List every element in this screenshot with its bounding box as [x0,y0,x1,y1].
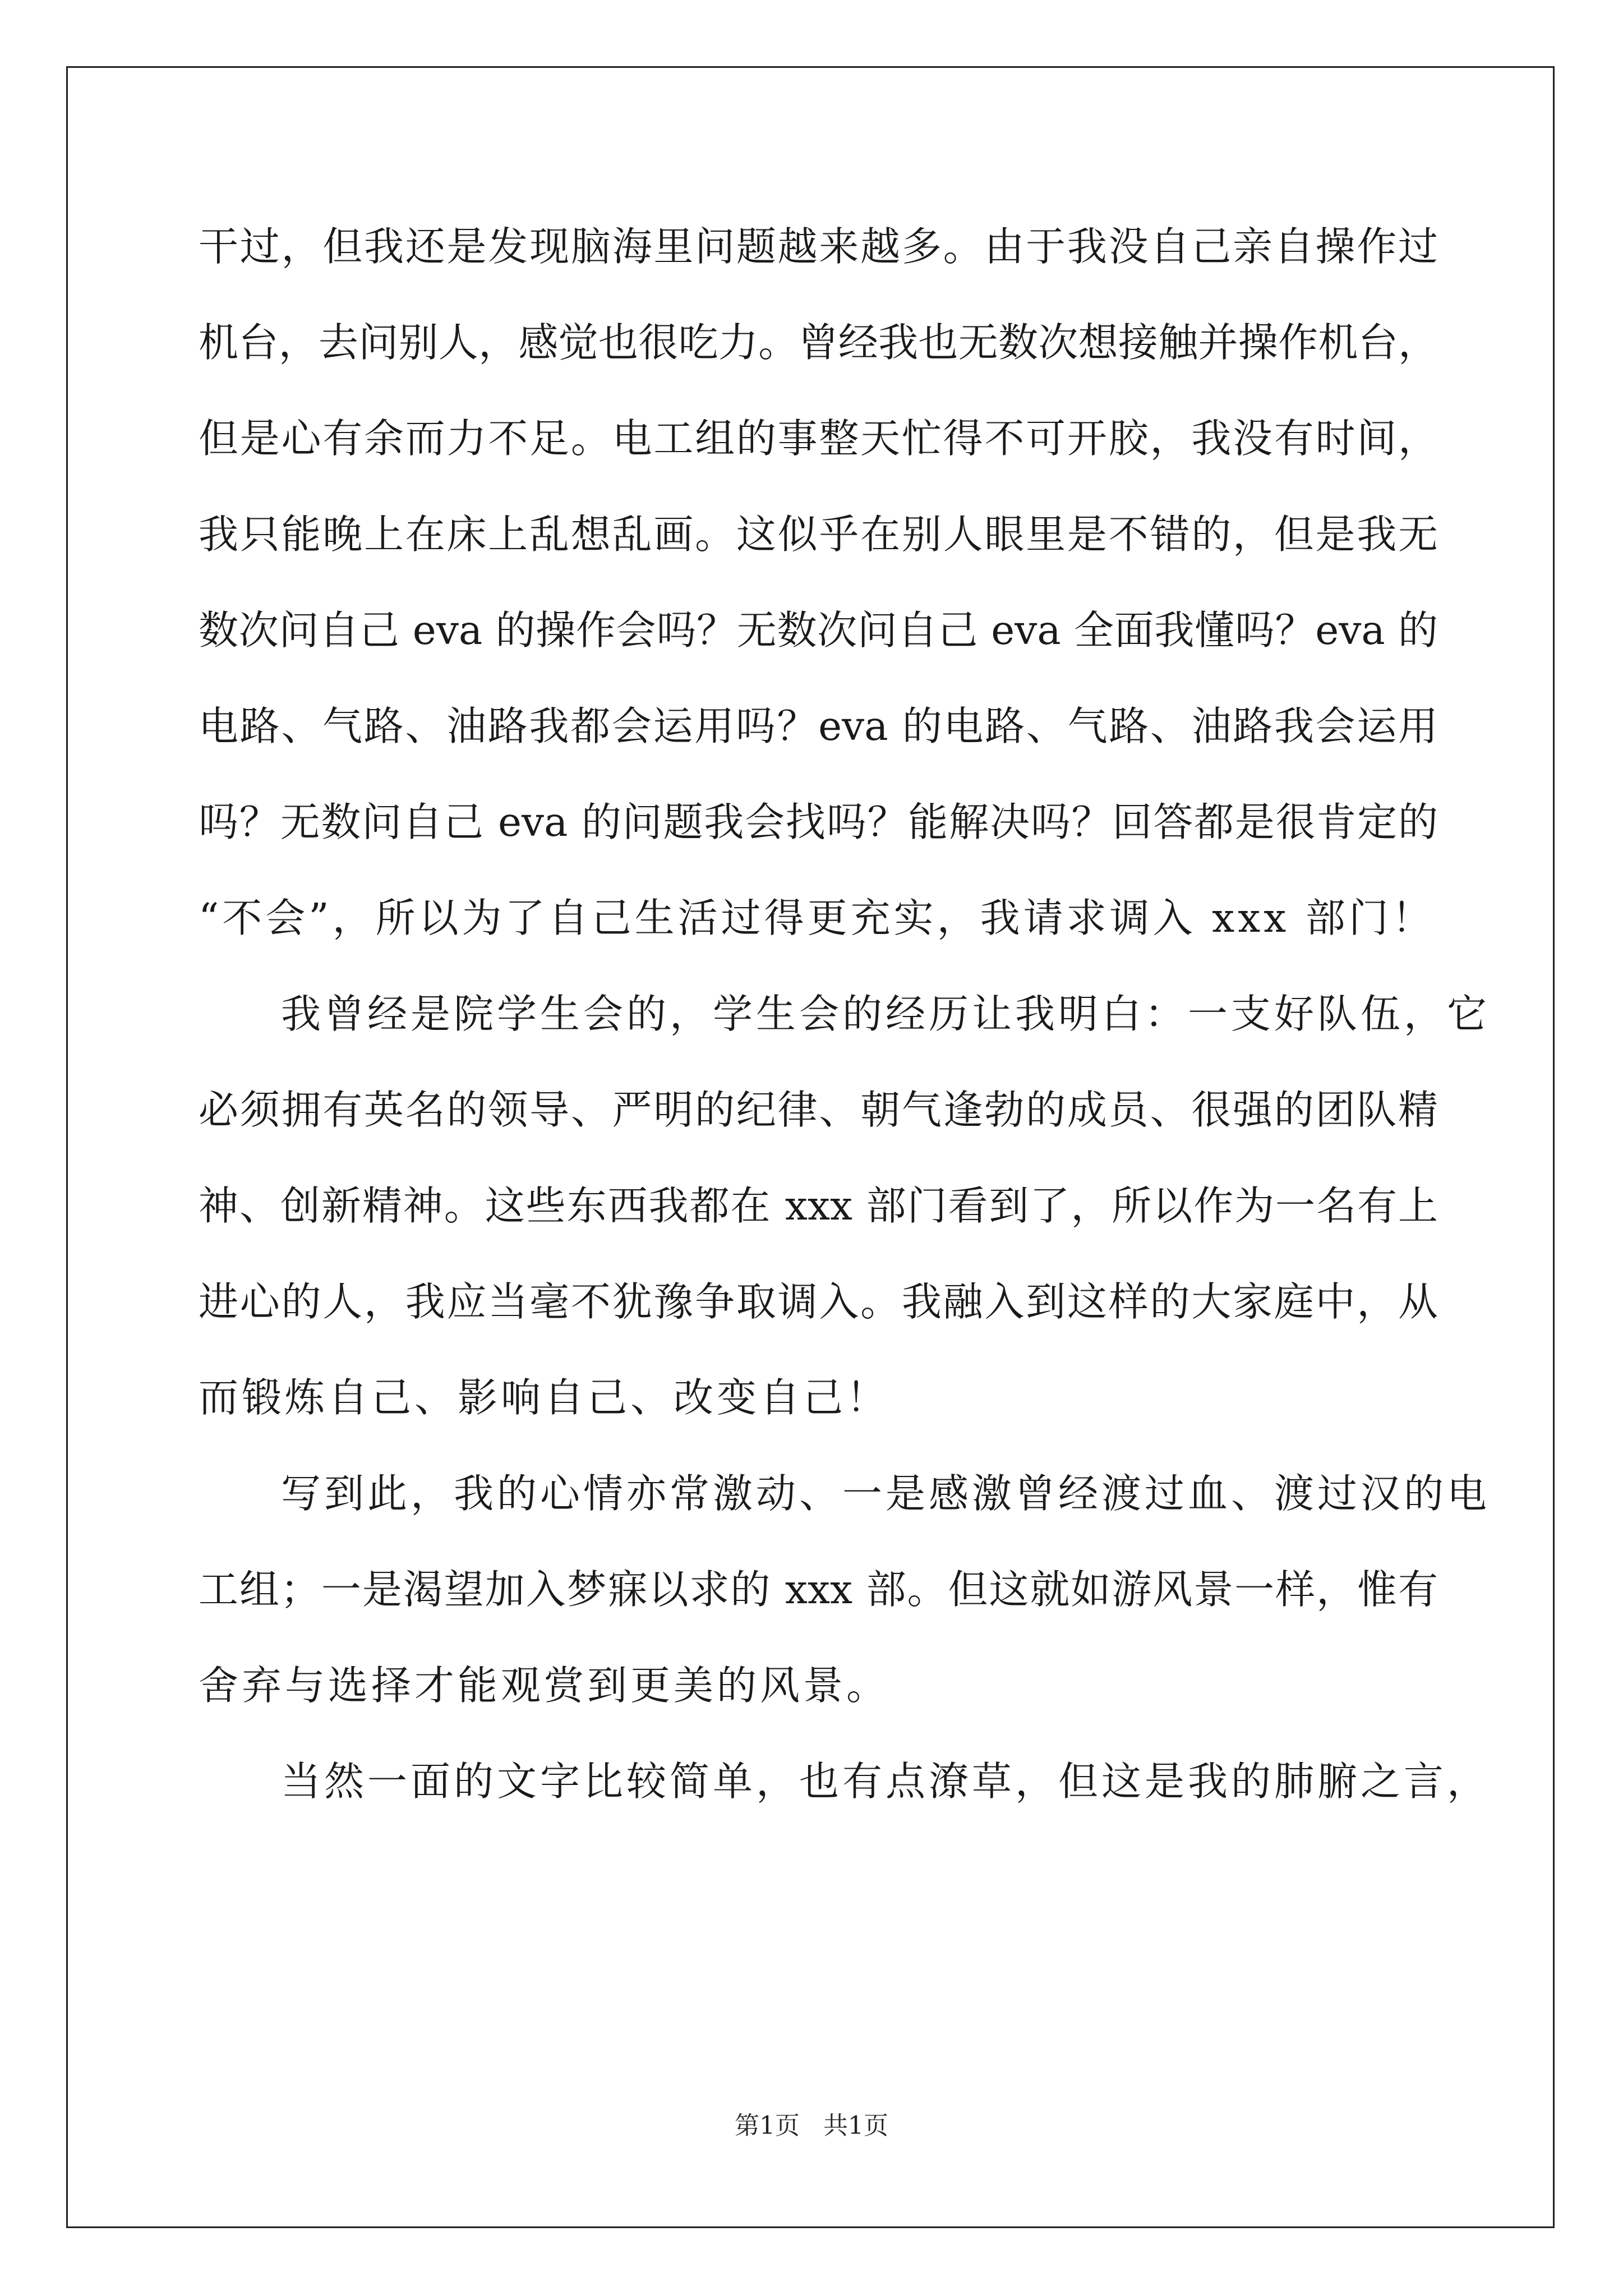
text-line-16: 舍弃与选择才能观赏到更美的风景。 [199,1662,890,1709]
page-number: 第1页 [735,2111,800,2140]
text-line-17: 当然一面的文字比较简单，也有点潦草，但这是我的肺腑之言， [281,1758,1491,1805]
page-total: 共1页 [823,2111,888,2140]
text-line-6: 电路、气路、油路我都会运用吗？eva 的电路、气路、油路我会运用 [199,703,1438,749]
text-line-7: 吗？无数问自己 eva 的问题我会找吗？能解决吗？回答都是很肯定的 [199,799,1438,845]
text-line-3: 但是心有余而力不足。电工组的事整天忙得不可开胶，我没有时间， [199,415,1438,462]
text-line-1: 干过，但我还是发现脑海里问题越来越多。由于我没自己亲自操作过 [199,223,1438,270]
text-line-4: 我只能晚上在床上乱想乱画。这似乎在别人眼里是不错的，但是我无 [199,511,1438,558]
text-line-12: 进心的人，我应当毫不犹豫争取调入。我融入到这样的大家庭中，从 [199,1278,1438,1325]
text-line-13: 而锻炼自己、影响自己、改变自己！ [199,1374,890,1421]
text-line-5: 数次问自己 eva 的操作会吗？无数次问自己 eva 全面我懂吗？eva 的 [199,607,1438,654]
text-line-15: 工组；一是渴望加入梦寐以求的 xxx 部。但这就如游风景一样，惟有 [199,1566,1438,1613]
text-line-8: “不会”，所以为了自己生活过得更充实，我请求调入 xxx 部门！ [199,895,1435,941]
text-line-9: 我曾经是院学生会的，学生会的经历让我明白：一支好队伍，它 [281,991,1491,1037]
text-line-11: 神、创新精神。这些东西我都在 xxx 部门看到了，所以作为一名有上 [199,1182,1438,1229]
text-line-10: 必须拥有英名的领导、严明的纪律、朝气逢勃的成员、很强的团队精 [199,1087,1438,1133]
text-line-14: 写到此，我的心情亦常激动、一是感激曾经渡过血、渡过汉的电 [281,1470,1491,1517]
page-footer [0,2109,1623,2143]
text-line-2: 机台，去问别人，感觉也很吃力。曾经我也无数次想接触并操作机台， [199,319,1438,366]
page-border [66,66,1555,2228]
